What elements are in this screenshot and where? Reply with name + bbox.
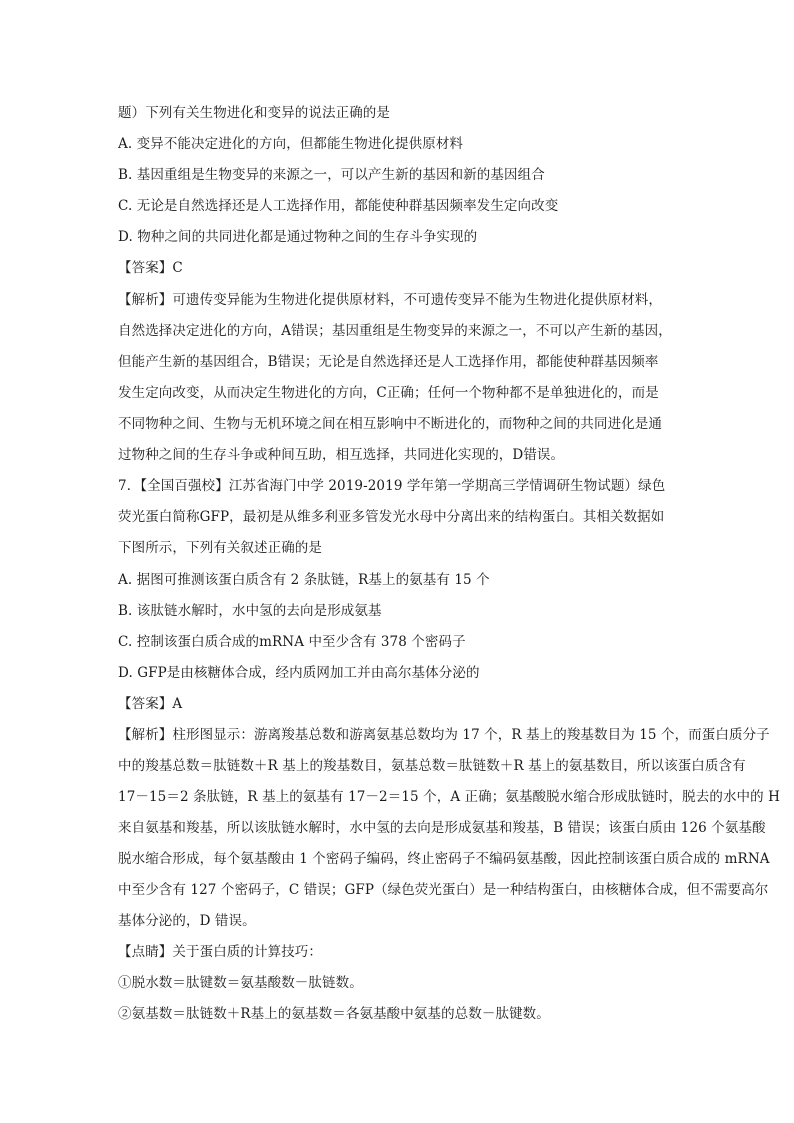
question-6-option-a: A. 变异不能决定进化的方向，但都能生物进化提供原材料: [118, 136, 464, 152]
question-7-stem-line: 下图所示，下列有关叙述正确的是: [118, 540, 322, 556]
question-6-stem: 题）下列有关生物进化和变异的说法正确的是: [118, 105, 390, 121]
question-6-analysis-line: 自然选择决定进化的方向，A错误；基因重组是生物变异的来源之一，不可以产生新的基因，: [118, 323, 672, 339]
question-6-analysis-line: 发生定向改变，从而决定生物进化的方向，C正确；任何一个物种都不是单独进化的，而是: [118, 385, 659, 401]
question-6-option-c: C. 无论是自然选择还是人工选择作用，都能使种群基因频率发生定向改变: [118, 198, 559, 214]
question-7-analysis-line: 中至少含有 127 个密码子，C 错误；GFP（绿色荧光蛋白）是一种结构蛋白，由核糖体合成，但不需要高尔: [118, 882, 769, 898]
question-7-option-c: C. 控制该蛋白质合成的mRNA 中至少含有 378 个密码子: [118, 634, 466, 650]
question-7-tip-line: ①脱水数＝肽键数＝氨基酸数－肽链数。: [118, 975, 363, 991]
question-7-tip-line: ②氨基数＝肽链数＋R基上的氨基数＝各氨基酸中氨基的总数－肽键数。: [118, 1006, 550, 1022]
question-7-option-d: D. GFP是由核糖体合成，经内质网加工并由高尔基体分泌的: [118, 665, 480, 681]
question-7-analysis-line: 基体分泌的，D 错误。: [118, 913, 256, 929]
question-6-analysis-line: 【解析】可遗传变异能为生物进化提供原材料，不可遗传变异不能为生物进化提供原材料，: [118, 292, 662, 308]
question-7-stem-line: 荧光蛋白简称GFP，最初是从维多利亚多管发光水母中分离出来的结构蛋白。其相关数据如: [118, 509, 665, 525]
question-6-analysis-line: 过物种之间的生存斗争或种间互助，相互选择，共同进化实现的，D错误。: [118, 447, 565, 463]
question-7-answer: 【答案】A: [118, 696, 183, 712]
question-7-tip-heading: 【点睛】关于蛋白质的计算技巧：: [118, 944, 322, 960]
question-7-analysis-line: 来自氨基和羧基，所以该肽链水解时，水中氢的去向是形成氨基和羧基，B 错误；该蛋白质由 126 个氨基酸: [118, 820, 766, 836]
question-7-option-b: B. 该肽链水解时，水中氢的去向是形成氨基: [118, 603, 382, 619]
question-6-analysis-line: 但能产生新的基因组合，B错误；无论是自然选择还是人工选择作用，都能使种群基因频率: [118, 354, 659, 370]
question-7-analysis-line: 17－15＝2 条肽链，R 基上的氨基有 17－2＝15 个，A 正确；氨基酸脱水缩合形成肽链时，脱去的水中的 H: [118, 789, 781, 805]
question-6-analysis-line: 不同物种之间、生物与无机环境之间在相互影响中不断进化的，而物种之间的共同进化是通: [118, 416, 662, 432]
question-7-analysis-line: 【解析】柱形图显示：游离羧基总数和游离氨基总数均为 17 个，R 基上的羧基数目为 15 个，而蛋白质分子: [118, 727, 770, 743]
question-7-stem-line: 7．【全国百强校】江苏省海门中学 2019-2019 学年第一学期高三学情调研生物试题）绿色: [118, 478, 666, 494]
question-7-option-a: A. 据图可推测该蛋白质含有 2 条肽链，R基上的氨基有 15 个: [118, 572, 490, 588]
question-7-analysis-line: 中的羧基总数＝肽链数＋R 基上的羧基数目，氨基总数＝肽链数＋R 基上的氨基数目，所以该蛋白质含有: [118, 758, 746, 774]
question-6-option-d: D. 物种之间的共同进化都是通过物种之间的生存斗争实现的: [118, 229, 478, 245]
question-6-answer: 【答案】C: [118, 260, 183, 276]
question-6-option-b: B. 基因重组是生物变异的来源之一，可以产生新的基因和新的基因组合: [118, 167, 545, 183]
question-7-analysis-line: 脱水缩合形成，每个氨基酸由 1 个密码子编码，终止密码子不编码氨基酸，因此控制该蛋白质合成的 mRNA: [118, 851, 770, 867]
